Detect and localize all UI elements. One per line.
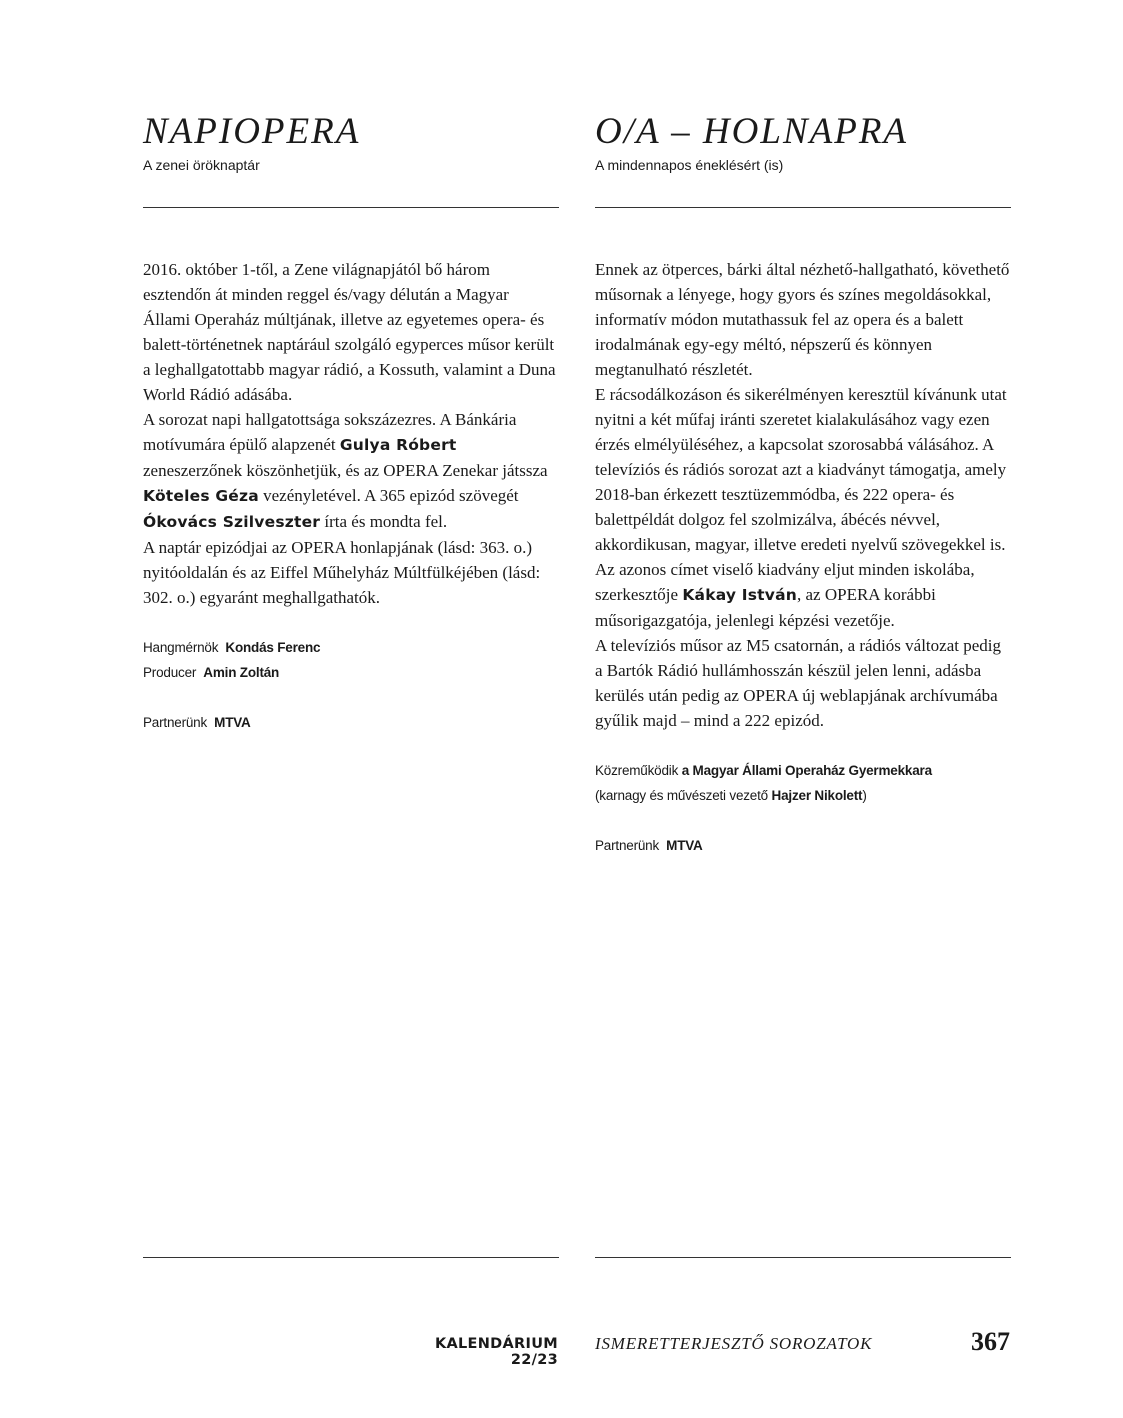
credit-paren: ) xyxy=(862,788,867,803)
footer-book-title: KALENDÁRIUM 22/23 xyxy=(434,1336,558,1368)
conductor-name: Köteles Géza xyxy=(143,487,259,505)
left-column-header xyxy=(143,112,559,173)
text-run: A naptár epizódjai az OPERA honlapjának (lásd: 363. o.) nyitóoldalán és az Eiffel Műhelyház Múltfülkéjében (lásd: 302. o.) egyaránt meghallgathatók. xyxy=(143,538,541,607)
text-run: 2016. október 1-től, a Zene világnapjától bő három esztendőn át minden reggel és/vagy délután a Magyar Állami Operaház múltjának, illetve az egyetemes opera- és balett-történetnek naptárául szolgáló egyperces műsor került a leghallgatottabb magyar rádió, a Kossuth, valamint a Duna World Rádió adásába. xyxy=(143,260,556,404)
right-paragraph-3 xyxy=(595,633,1011,733)
editor-name: Kákay István xyxy=(682,586,797,604)
left-bottom-divider xyxy=(143,1257,559,1258)
text-run: vezényletével. A 365 epizód szövegét xyxy=(258,486,519,505)
credit-label: Producer xyxy=(143,665,197,680)
text-run: zeneszerzőnek köszönhetjük, és az OPERA Zenekar játssza xyxy=(143,461,548,480)
credit-label: Közreműködik xyxy=(595,763,679,778)
footer-section-title: ISMERETTERJESZTŐ SOROZATOK xyxy=(595,1334,873,1353)
credit-partner xyxy=(595,833,1011,858)
text-run: A sorozat napi hallgatottsága sokszázezres. A Bánkária motívumára épülő alapzenét xyxy=(143,410,517,454)
credit-value: a Magyar Állami Operaház Gyermekkara xyxy=(681,763,932,778)
author-name: Ókovács Szilveszter xyxy=(143,513,321,531)
credit-value: MTVA xyxy=(214,715,251,730)
credit-label: Partnerünk xyxy=(595,838,660,853)
credit-value: Kondás Ferenc xyxy=(225,640,321,655)
credit-producer xyxy=(143,660,559,685)
left-subtitle: A zenei öröknaptár xyxy=(143,156,260,173)
text-run: írta és mondta fel. xyxy=(320,512,448,531)
credit-label: (karnagy és művészeti vezető xyxy=(595,788,768,803)
credit-value: Amin Zoltán xyxy=(203,665,280,680)
left-body xyxy=(143,257,559,735)
right-bottom-divider xyxy=(595,1257,1011,1258)
right-paragraph-2 xyxy=(595,382,1011,633)
left-paragraph-2 xyxy=(143,407,559,535)
right-paragraph-1 xyxy=(595,257,1011,382)
right-body xyxy=(595,257,1011,858)
credit-sound-engineer xyxy=(143,635,559,660)
left-paragraph-3 xyxy=(143,535,559,610)
right-subtitle: A mindennapos éneklésért (is) xyxy=(595,156,784,173)
text-run: E rácsodálkozáson és sikerélményen keresztül kívánunk utat nyitni a két műfaj iránti szeretet kialakulásához vagy ezen érzés elmélyüléséhez, a kapcsolat szorosabbá válásához. A televíziós és rádiós sorozat azt a kiadványt támogatja, amely 2018-ban érkezett tesztüzemmódba, és 222 opera- és balettpéldát dolgoz fel szolmizálva, ábécés névvel, akkordikusan, magyar, illetve eredeti nyelvű szövegekkel is. Az azonos címet viselő kiadvány eljut minden iskolába, szerkesztője xyxy=(595,385,1007,604)
credit-label: Partnerünk xyxy=(143,715,208,730)
text-run: , az OPERA korábbi műsorigazgatója, jelenlegi képzési vezetője. xyxy=(595,585,936,630)
credit-partner xyxy=(143,710,559,735)
left-title: NAPIOPERA xyxy=(143,111,361,152)
credit-label: Hangmérnök xyxy=(143,640,219,655)
right-column-header xyxy=(595,112,1011,173)
left-credits xyxy=(143,635,559,735)
credit-contributor xyxy=(595,758,1011,783)
credit-value: MTVA xyxy=(666,838,703,853)
page-number: 367 xyxy=(971,1327,1010,1356)
right-top-divider xyxy=(595,207,1011,208)
text-run: Ennek az ötperces, bárki által nézhető-hallgatható, követhető műsornak a lényege, hogy gyors és színes megoldásokkal, informatív módon mutathassuk fel az opera és a balett irodalmának egy-egy méltó, népszerű és könnyen megtanulható részletét. xyxy=(595,260,1010,379)
left-top-divider xyxy=(143,207,559,208)
left-paragraph-1 xyxy=(143,257,559,407)
credit-choir-conductor xyxy=(595,783,1011,808)
text-run: A televíziós műsor az M5 csatornán, a rádiós változat pedig a Bartók Rádió hullámhosszán készül jelen lenni, adásba kerülés után pedig az OPERA új weblapjának archívumába gyűlik majd – mind a 222 epizód. xyxy=(595,636,1001,730)
right-title: O/A – HOLNAPRA xyxy=(595,111,909,152)
right-credits xyxy=(595,758,1011,858)
composer-name: Gulya Róbert xyxy=(339,436,457,454)
credit-value: Hajzer Nikolett xyxy=(771,788,863,803)
